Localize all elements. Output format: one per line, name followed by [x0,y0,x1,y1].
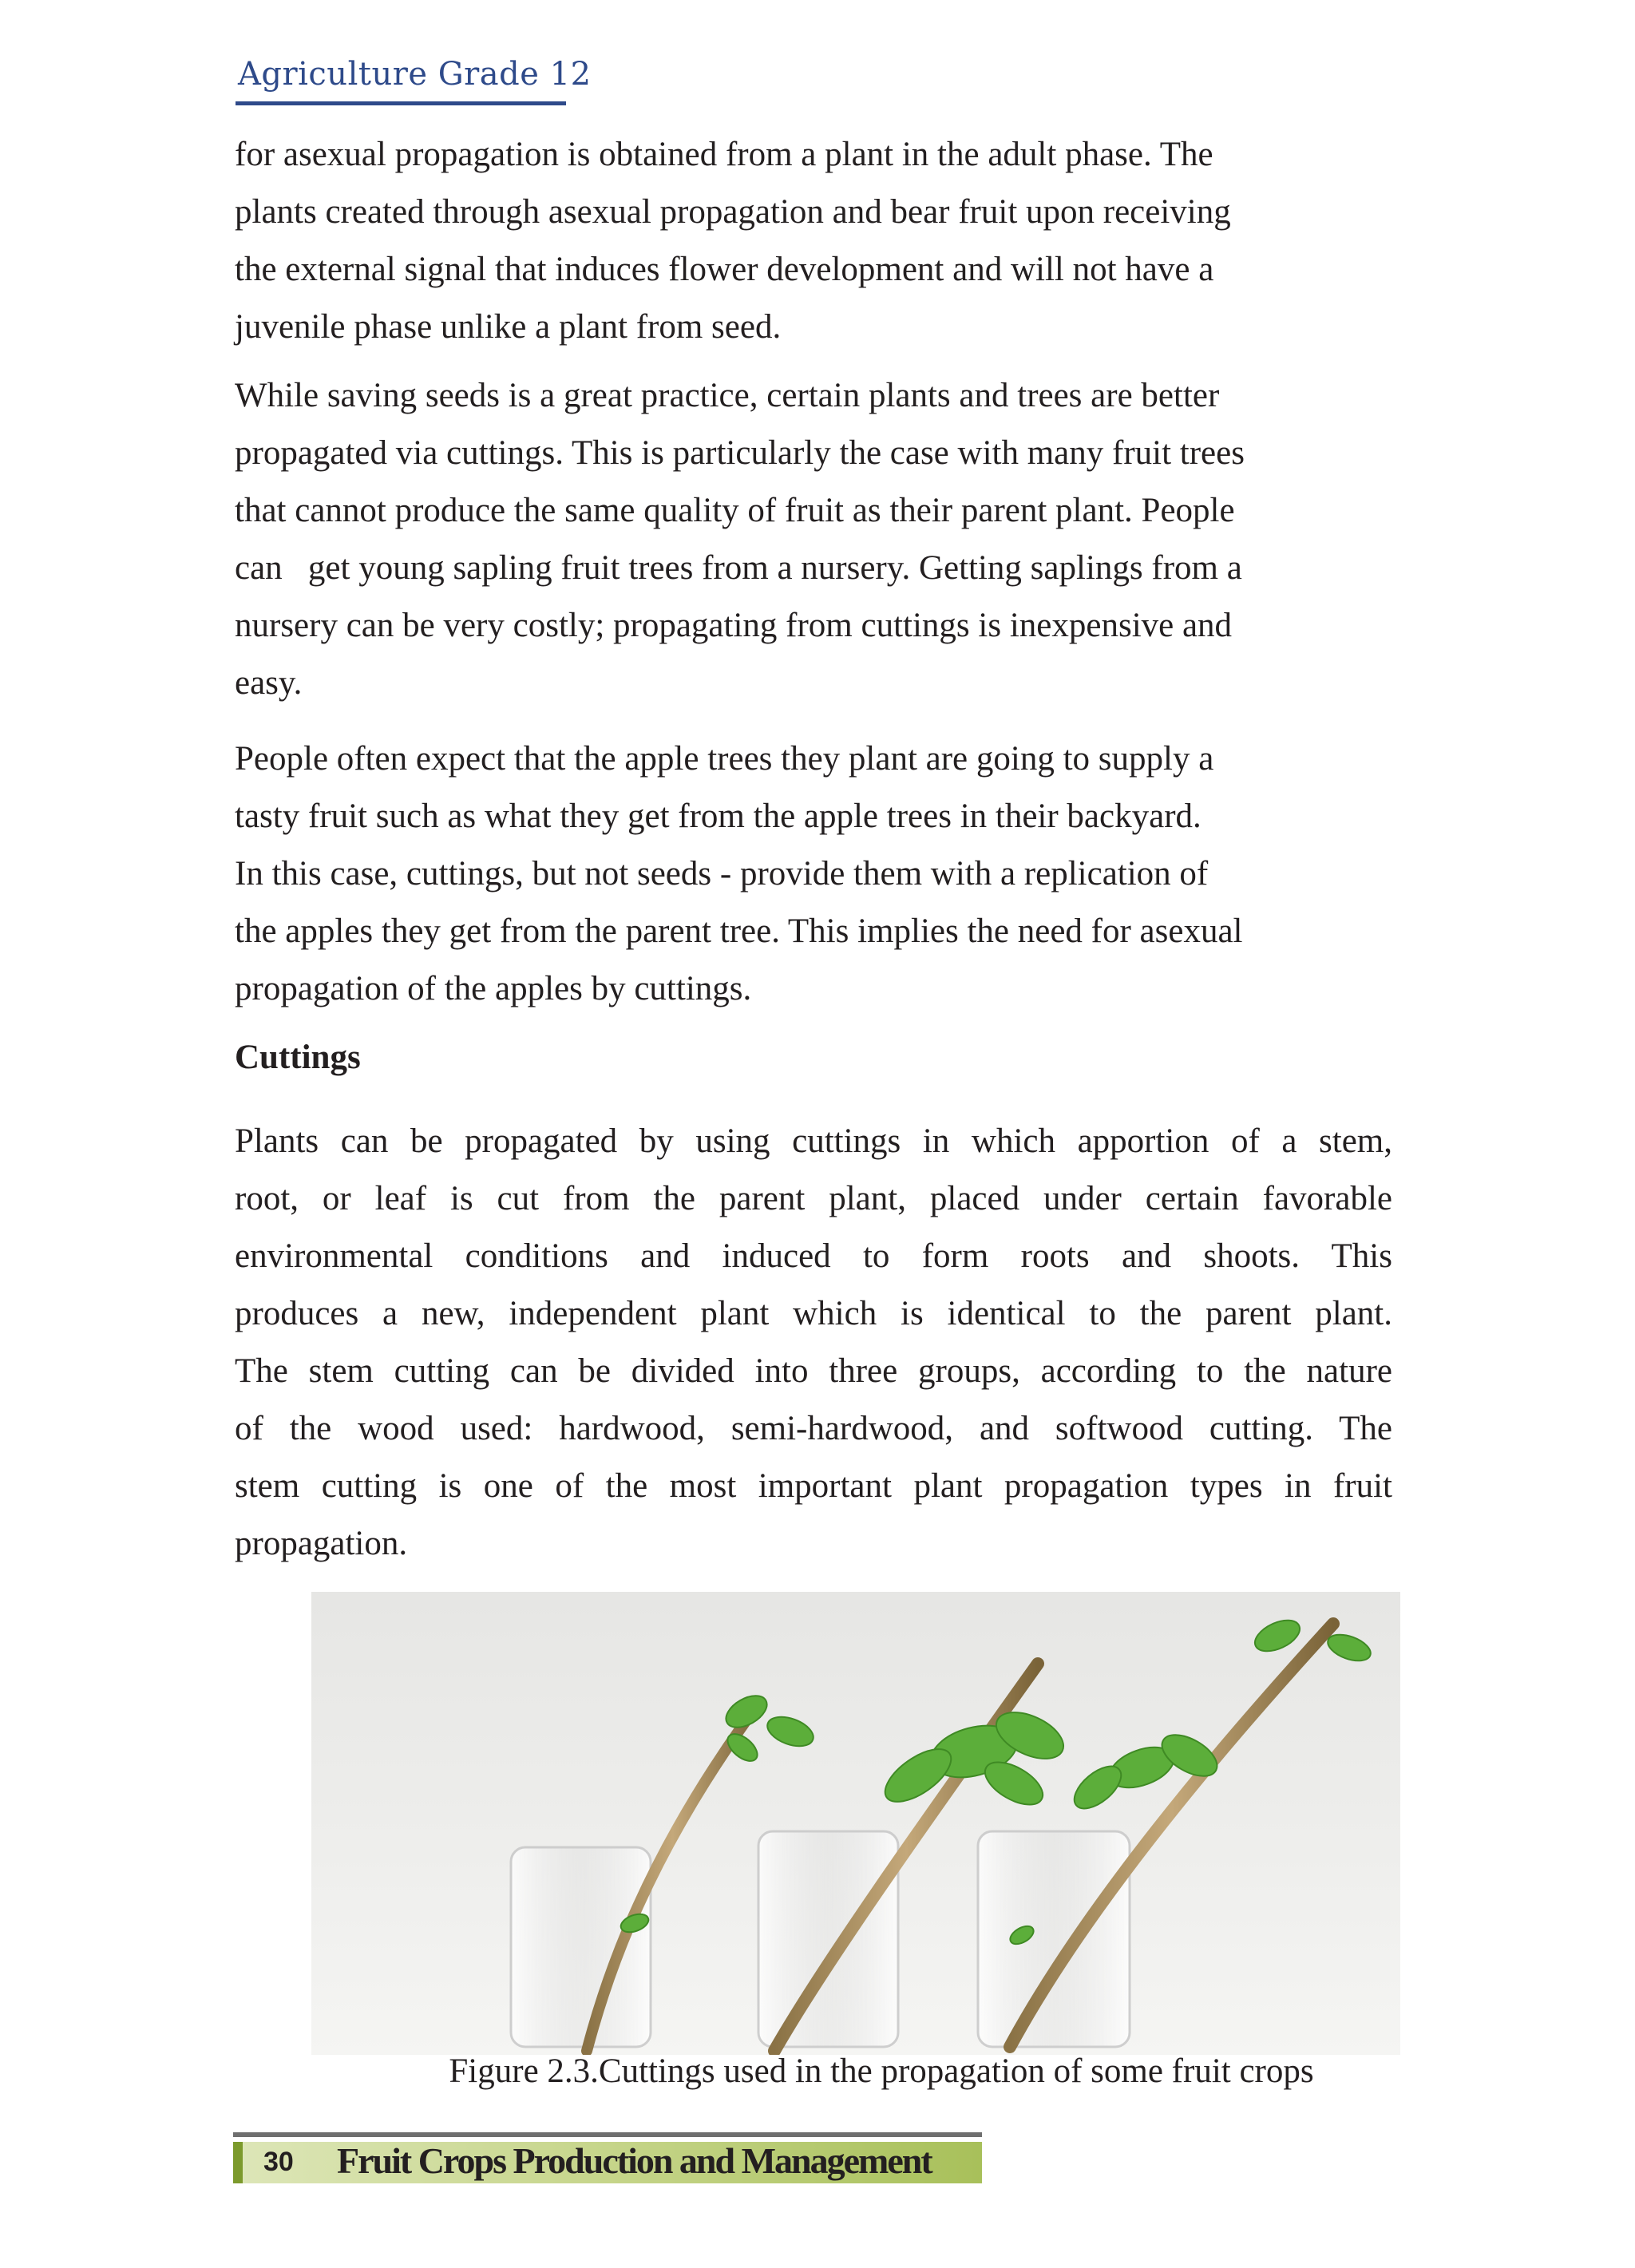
text-line: environmental conditions and induced to form roots and shoots. This [235,1237,1392,1275]
text-line: stem cutting is one of the most important plant propagation types in fruit [235,1467,1392,1505]
text-line: root, or leaf is cut from the parent plant, placed under certain favorable [235,1180,1392,1217]
text-line: of the wood used: hardwood, semi-hardwood, and softwood cutting. The [235,1410,1392,1447]
paragraph-4 [235,1113,1392,1573]
text-line: The stem cutting can be divided into three groups, according to the nature [235,1352,1392,1390]
footer-book-title: Fruit Crops Production and Management [337,2140,932,2181]
paragraph-2 [235,367,1392,712]
text-line: In this case, cuttings, but not seeds - provide them with a replication of [235,855,1209,893]
text-line: propagated via cuttings. This is particularly the case with many fruit trees [235,434,1245,472]
figure-caption: Figure 2.3.Cuttings used in the propagation of some fruit crops [449,2052,1314,2090]
text-line: the external signal that induces flower development and will not have a [235,251,1214,288]
text-line: nursery can be very costly; propagating from cuttings is inexpensive and [235,607,1233,644]
text-line: easy. [235,664,303,702]
footer-rule [233,2132,982,2137]
paragraph-1 [235,126,1392,356]
text-line: can get young sapling fruit trees from a nursery. Getting saplings from a [235,549,1242,587]
figure-cuttings-photo [311,1592,1400,2055]
text-line: People often expect that the apple trees they plant are going to supply a [235,740,1214,778]
text-line: plants created through asexual propagation and bear fruit upon receiving [235,193,1231,231]
glass-jars [511,1831,1130,2047]
text-line: tasty fruit such as what they get from the apple trees in their backyard. [235,798,1202,835]
text-line: produces a new, independent plant which is identical to the parent plant. [235,1295,1392,1332]
header-underline [236,101,566,105]
text-line: that cannot produce the same quality of fruit as their parent plant. People [235,492,1235,529]
page-number: 30 [263,2147,294,2177]
text-line: Plants can be propagated by using cuttings in which apportion of a stem, [235,1122,1392,1160]
text-line: for asexual propagation is obtained from a plant in the adult phase. The [235,136,1213,173]
text-line: the apples they get from the parent tree. This implies the need for asexual [235,912,1243,950]
stem-cuttings [587,1624,1333,2051]
section-heading: Cuttings [235,1039,361,1076]
text-line: propagation. [235,1525,408,1562]
text-line: juvenile phase unlike a plant from seed. [235,308,782,346]
footer-tab [233,2142,243,2183]
header-title: Agriculture Grade 12 [238,56,592,93]
text-line: propagation of the apples by cuttings. [235,970,752,1007]
text-line: While saving seeds is a great practice, certain plants and trees are better [235,377,1220,414]
paragraph-3 [235,730,1392,1018]
